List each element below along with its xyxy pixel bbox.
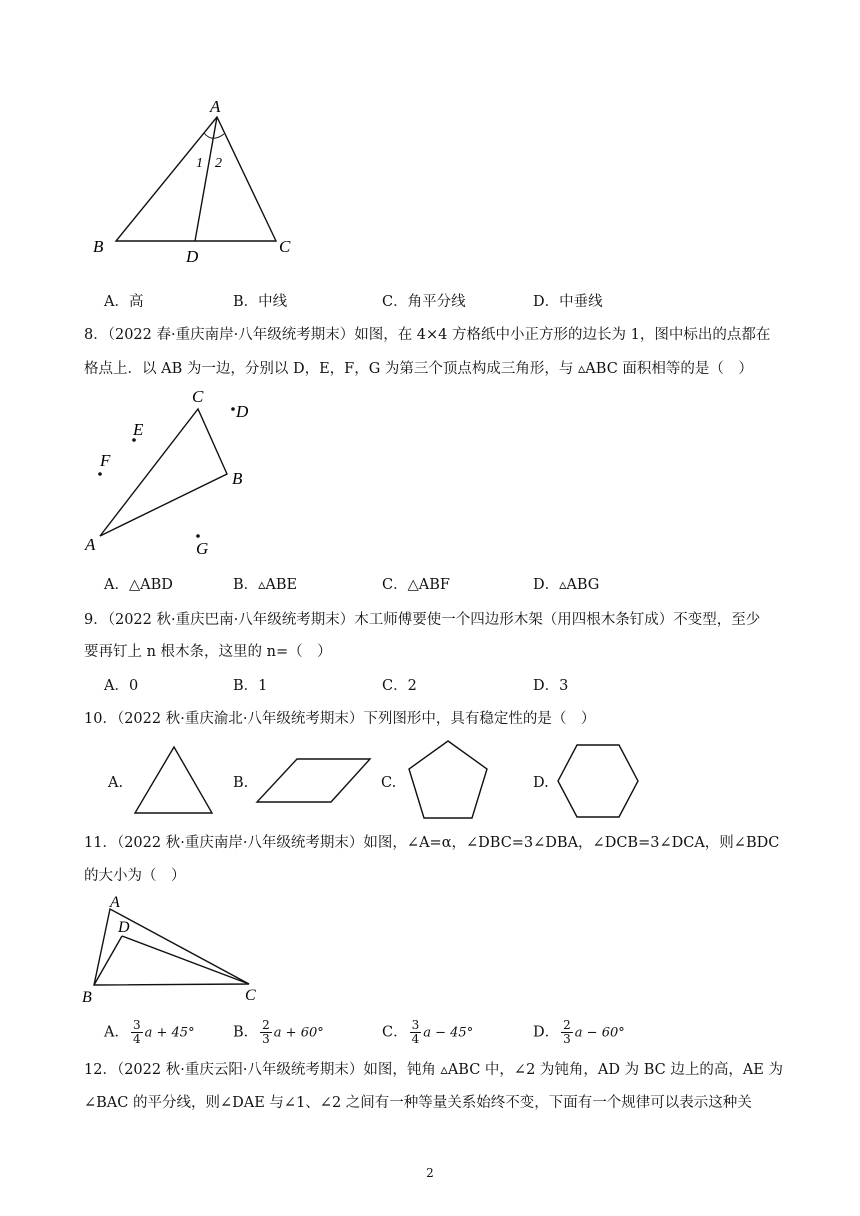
q11-option-b-rest: a + 60° [273, 1025, 324, 1041]
fig11-label-A: A [110, 894, 120, 911]
q7-option-c: C．角平分线 [382, 294, 466, 310]
q8-grid-figure [82, 384, 262, 564]
q11-option-a-prefix: A． [104, 1024, 129, 1041]
q11-option-a [104, 1019, 195, 1046]
fig7-label-A: A [210, 97, 221, 116]
fig11-label-D: D [118, 919, 130, 936]
q11-option-c-fraction [410, 1019, 422, 1046]
q9-option-a: A．0 [104, 678, 139, 694]
fig11-label-C: C [245, 987, 256, 1004]
q8-option-c: C．△ABF [382, 577, 450, 593]
q12-stem-line1: 12．（2022 秋·重庆云阳·八年级统考期末）如图，钝角 ▵ABC 中，∠2 为钝角，AD 为 BC 边上的高，AE 为 [84, 1062, 784, 1078]
q11-option-d-numerator: 2 [563, 1018, 571, 1032]
fig7-label-2: 2 [215, 156, 222, 171]
fig8-label-G: G [196, 539, 209, 558]
q11-option-b [233, 1019, 324, 1046]
q11-option-d-denominator: 3 [563, 1032, 571, 1046]
fig8-label-E: E [133, 420, 144, 439]
q11-triangle-figure [80, 890, 270, 1010]
q11-option-c-denominator: 4 [411, 1032, 420, 1046]
fig8-label-A: A [85, 535, 96, 554]
q11-stem-line2: 的大小为（ ） [84, 868, 186, 884]
fig8-label-F: F [100, 451, 111, 470]
q7-option-b: B．中线 [233, 294, 288, 310]
q9-stem-line1: 9．（2022 秋·重庆巴南·八年级统考期末）木工师傅要使一个四边形木架（用四根木条钉成）不变型，至少 [84, 612, 761, 628]
q11-option-d-prefix: D． [533, 1024, 560, 1041]
q8-option-a: A．△ABD [104, 577, 173, 593]
q11-option-a-rest: a + 45° [144, 1025, 195, 1041]
q10-hexagon-shape [555, 742, 641, 820]
q10-option-c-label: C. [381, 775, 397, 791]
fig8-label-C: C [192, 387, 204, 406]
q11-option-d [533, 1019, 625, 1046]
q10-option-a-label: A. [108, 775, 124, 791]
q10-stem-line1: 10．（2022 秋·重庆渝北·八年级统考期末）下列图形中，具有稳定性的是（ ） [84, 711, 596, 727]
fig11-label-B: B [82, 989, 92, 1006]
page-number: 2 [426, 1166, 434, 1180]
fig7-label-B: B [93, 237, 104, 256]
q9-option-b: B．1 [233, 678, 268, 694]
q9-stem-line2: 要再钉上 n 根木条，这里的 n=（ ） [84, 644, 332, 660]
q11-option-d-fraction [561, 1019, 573, 1046]
q11-option-c-prefix: C． [382, 1024, 408, 1041]
q11-option-d-rest: a − 60° [574, 1025, 625, 1041]
q9-option-d: D．3 [533, 678, 569, 694]
fig7-label-1: 1 [196, 156, 203, 171]
q10-option-b-label: B. [233, 775, 249, 791]
q7-triangle-figure [86, 95, 306, 270]
q11-option-c-rest: a − 45° [423, 1025, 474, 1041]
q7-option-d: D．中垂线 [533, 294, 603, 310]
q11-option-a-numerator: 3 [132, 1018, 141, 1032]
q10-pentagon-shape [406, 738, 490, 822]
q10-triangle-shape [133, 745, 215, 817]
fig8-label-D: D [236, 402, 249, 421]
fig8-label-B: B [232, 469, 243, 488]
q11-option-c [382, 1019, 473, 1046]
q11-option-b-numerator: 2 [262, 1018, 270, 1032]
q11-option-b-prefix: B． [233, 1024, 259, 1041]
fig7-label-D: D [186, 247, 199, 266]
q9-option-c: C．2 [382, 678, 417, 694]
q8-option-b: B．▵ABE [233, 577, 298, 593]
q8-stem-line2: 格点上．以 AB 为一边，分别以 D，E，F，G 为第三个顶点构成三角形，与 ▵ABC 面积相等的是（ ） [84, 361, 753, 377]
q12-stem-line2: ∠BAC 的平分线，则∠DAE 与∠1、∠2 之间有一种等量关系始终不变，下面有一个规律可以表示这种关 [84, 1095, 752, 1111]
q11-option-b-denominator: 3 [262, 1032, 270, 1046]
q11-option-a-denominator: 4 [132, 1032, 141, 1046]
q11-option-b-fraction [260, 1019, 272, 1046]
fig7-label-C: C [279, 237, 291, 256]
q8-option-d: D．▵ABG [533, 577, 600, 593]
q7-option-a: A．高 [104, 294, 144, 310]
q11-option-c-numerator: 3 [411, 1018, 420, 1032]
q11-stem-line1: 11．（2022 秋·重庆南岸·八年级统考期末）如图，∠A=α，∠DBC=3∠DBA，∠DCB=3∠DCA，则∠BDC [84, 835, 780, 851]
q8-stem-line1: 8．（2022 春·重庆南岸·八年级统考期末）如图，在 4×4 方格纸中小正方形的边长为 1，图中标出的点都在 [84, 327, 771, 343]
q10-option-d-label: D. [533, 775, 549, 791]
q11-option-a-fraction [131, 1019, 143, 1046]
q10-parallelogram-shape [255, 757, 373, 805]
